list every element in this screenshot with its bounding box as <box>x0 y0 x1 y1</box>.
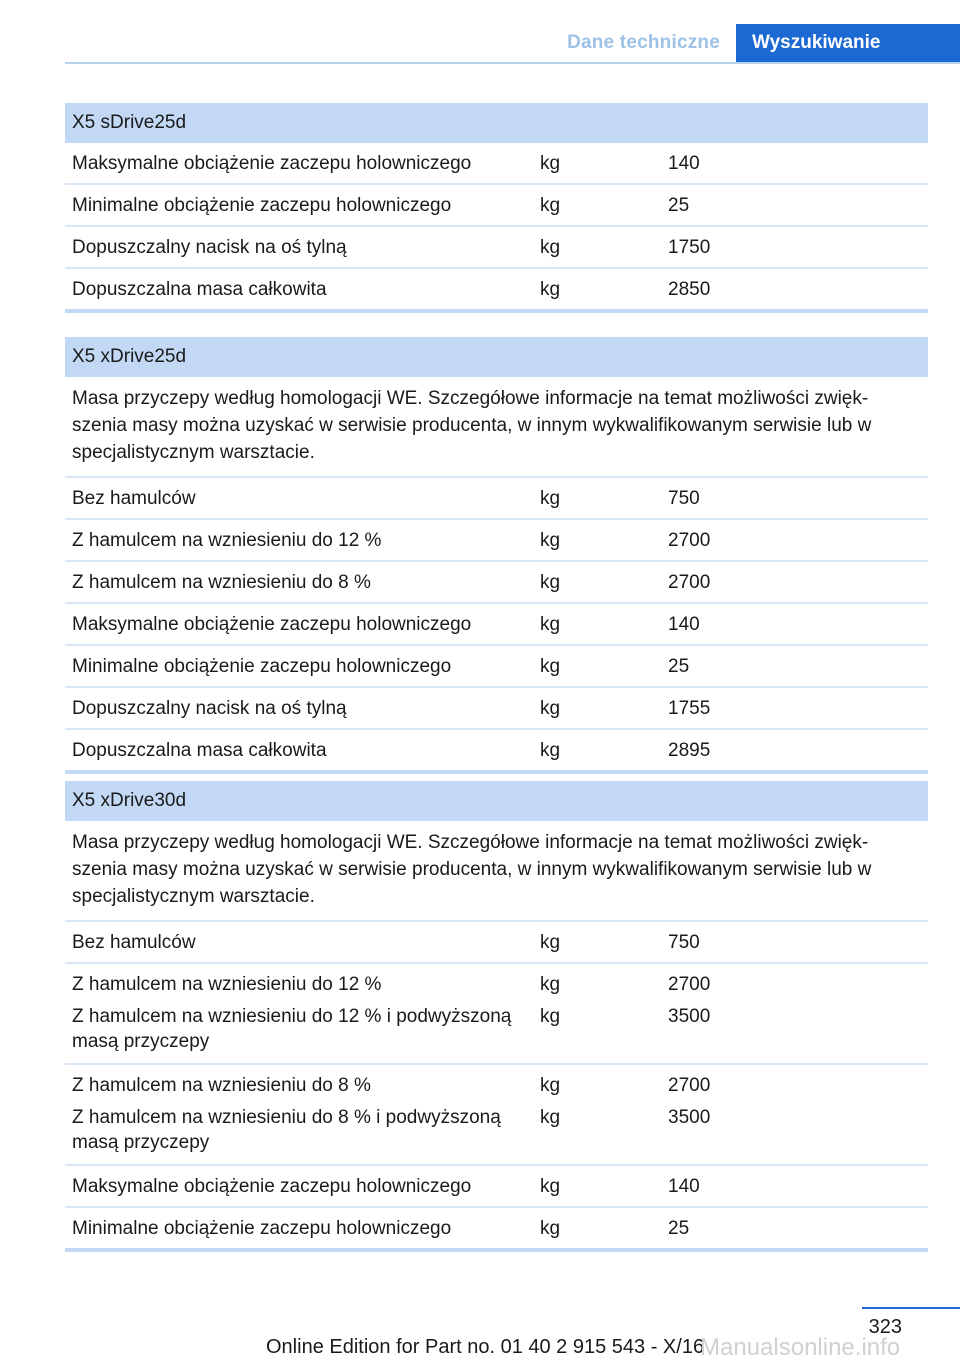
row-value: 140 <box>668 1176 700 1197</box>
row-label: Dopuszczalny nacisk na oś tylną <box>72 237 347 258</box>
footer-accent-line <box>862 1307 960 1309</box>
row-value: 1750 <box>668 237 711 258</box>
row-unit: kg <box>540 153 561 174</box>
table-end-bar <box>65 1248 928 1252</box>
row-label: Z hamulcem na wzniesieniu do 8 % <box>72 572 371 593</box>
spec-table-xdrive30d <box>65 781 928 1252</box>
spec-table-xdrive25d <box>65 337 928 774</box>
row-unit: kg <box>540 195 561 216</box>
spec-table-sdrive25d <box>65 103 928 313</box>
table-note: Masa przyczepy według homologacji WE. Szczegółowe informacje na temat możliwości zwięk- szenia masy można uzyskać w serwisie producenta, w innym wykwalifikowanym serwisie lub w specjalistycznym warsztacie. <box>65 377 928 478</box>
row-label: Maksymalne obciążenie zaczepu holowniczego <box>72 614 472 635</box>
row-unit: kg <box>540 698 561 719</box>
row-value: 140 <box>668 614 700 635</box>
row-unit: kg <box>540 1176 561 1197</box>
edition-text: Online Edition for Part no. 01 40 2 915 543 - X/16 <box>266 1336 705 1358</box>
row-unit: kg <box>540 572 561 593</box>
row-value: 25 <box>668 656 690 677</box>
row-value: 2700 <box>668 530 711 551</box>
table-row <box>65 185 928 227</box>
row-label: Z hamulcem na wzniesieniu do 12 % <box>72 530 382 551</box>
table-row <box>65 964 928 1065</box>
table-title: X5 sDrive25d <box>65 103 928 143</box>
row-unit: kg <box>540 279 561 300</box>
table-row <box>65 604 928 646</box>
table-row <box>65 922 928 964</box>
row-label: Bez hamulców <box>72 488 196 509</box>
row-unit: kg <box>540 932 561 953</box>
row-value: 140 <box>668 153 700 174</box>
table-title: X5 xDrive30d <box>65 781 928 821</box>
row-value: 25 <box>668 195 690 216</box>
row-label: Minimalne obciążenie zaczepu holowniczego <box>72 1218 452 1239</box>
tab-wyszukiwanie[interactable]: Wyszukiwanie <box>736 24 960 62</box>
table-note: Masa przyczepy według homologacji WE. Szczegółowe informacje na temat możliwości zwięk- szenia masy można uzyskać w serwisie producenta, w innym wykwalifikowanym serwisie lub w specjalistycznym warsztacie. <box>65 821 928 922</box>
row-unit: kg <box>540 656 561 677</box>
table-row <box>65 269 928 309</box>
row-unit: kg <box>540 974 561 995</box>
row-unit: kg <box>540 740 561 761</box>
row-value: 1755 <box>668 698 711 719</box>
row-sub-value: 3500 <box>668 1006 711 1027</box>
row-value: 2700 <box>668 1075 711 1096</box>
row-sub-unit: kg <box>540 1107 561 1128</box>
row-label: Dopuszczalny nacisk na oś tylną <box>72 698 347 719</box>
row-value: 2850 <box>668 279 711 300</box>
row-value: 2895 <box>668 740 711 761</box>
row-label: Dopuszczalna masa całkowita <box>72 740 327 761</box>
table-row <box>65 520 928 562</box>
row-sub-label: Z hamulcem na wzniesieniu do 8 % i podwyższoną masą przyczepy <box>72 1107 501 1153</box>
row-label: Maksymalne obciążenie zaczepu holowniczego <box>72 1176 472 1197</box>
row-sub-value: 3500 <box>668 1107 711 1128</box>
table-row <box>65 1166 928 1208</box>
row-value: 750 <box>668 932 700 953</box>
row-label: Z hamulcem na wzniesieniu do 8 % <box>72 1075 371 1096</box>
row-label: Minimalne obciążenie zaczepu holowniczego <box>72 656 452 677</box>
page-number: 323 <box>868 1316 902 1338</box>
row-unit: kg <box>540 530 561 551</box>
row-unit: kg <box>540 1218 561 1239</box>
tab-dane-techniczne[interactable]: Dane techniczne <box>567 32 720 53</box>
table-end-bar <box>65 770 928 774</box>
table-title: X5 xDrive25d <box>65 337 928 377</box>
table-row <box>65 688 928 730</box>
row-label: Z hamulcem na wzniesieniu do 12 % <box>72 974 382 995</box>
row-unit: kg <box>540 237 561 258</box>
row-label: Bez hamulców <box>72 932 196 953</box>
row-value: 2700 <box>668 974 711 995</box>
row-sub-label: Z hamulcem na wzniesieniu do 12 % i podwyższoną masą przyczepy <box>72 1006 512 1052</box>
table-row <box>65 562 928 604</box>
row-label: Minimalne obciążenie zaczepu holowniczego <box>72 195 452 216</box>
row-value: 750 <box>668 488 700 509</box>
table-row <box>65 646 928 688</box>
row-value: 2700 <box>668 572 711 593</box>
row-label: Dopuszczalna masa całkowita <box>72 279 327 300</box>
watermark: Manualsonline.info <box>700 1334 901 1361</box>
row-unit: kg <box>540 1075 561 1096</box>
table-row <box>65 478 928 520</box>
row-unit: kg <box>540 614 561 635</box>
row-unit: kg <box>540 488 561 509</box>
table-row <box>65 227 928 269</box>
table-row <box>65 730 928 770</box>
table-row <box>65 143 928 185</box>
row-value: 25 <box>668 1218 690 1239</box>
page-header <box>65 24 960 64</box>
table-row <box>65 1208 928 1248</box>
row-sub-unit: kg <box>540 1006 561 1027</box>
table-row <box>65 1065 928 1166</box>
row-label: Maksymalne obciążenie zaczepu holowniczego <box>72 153 472 174</box>
table-end-bar <box>65 309 928 313</box>
